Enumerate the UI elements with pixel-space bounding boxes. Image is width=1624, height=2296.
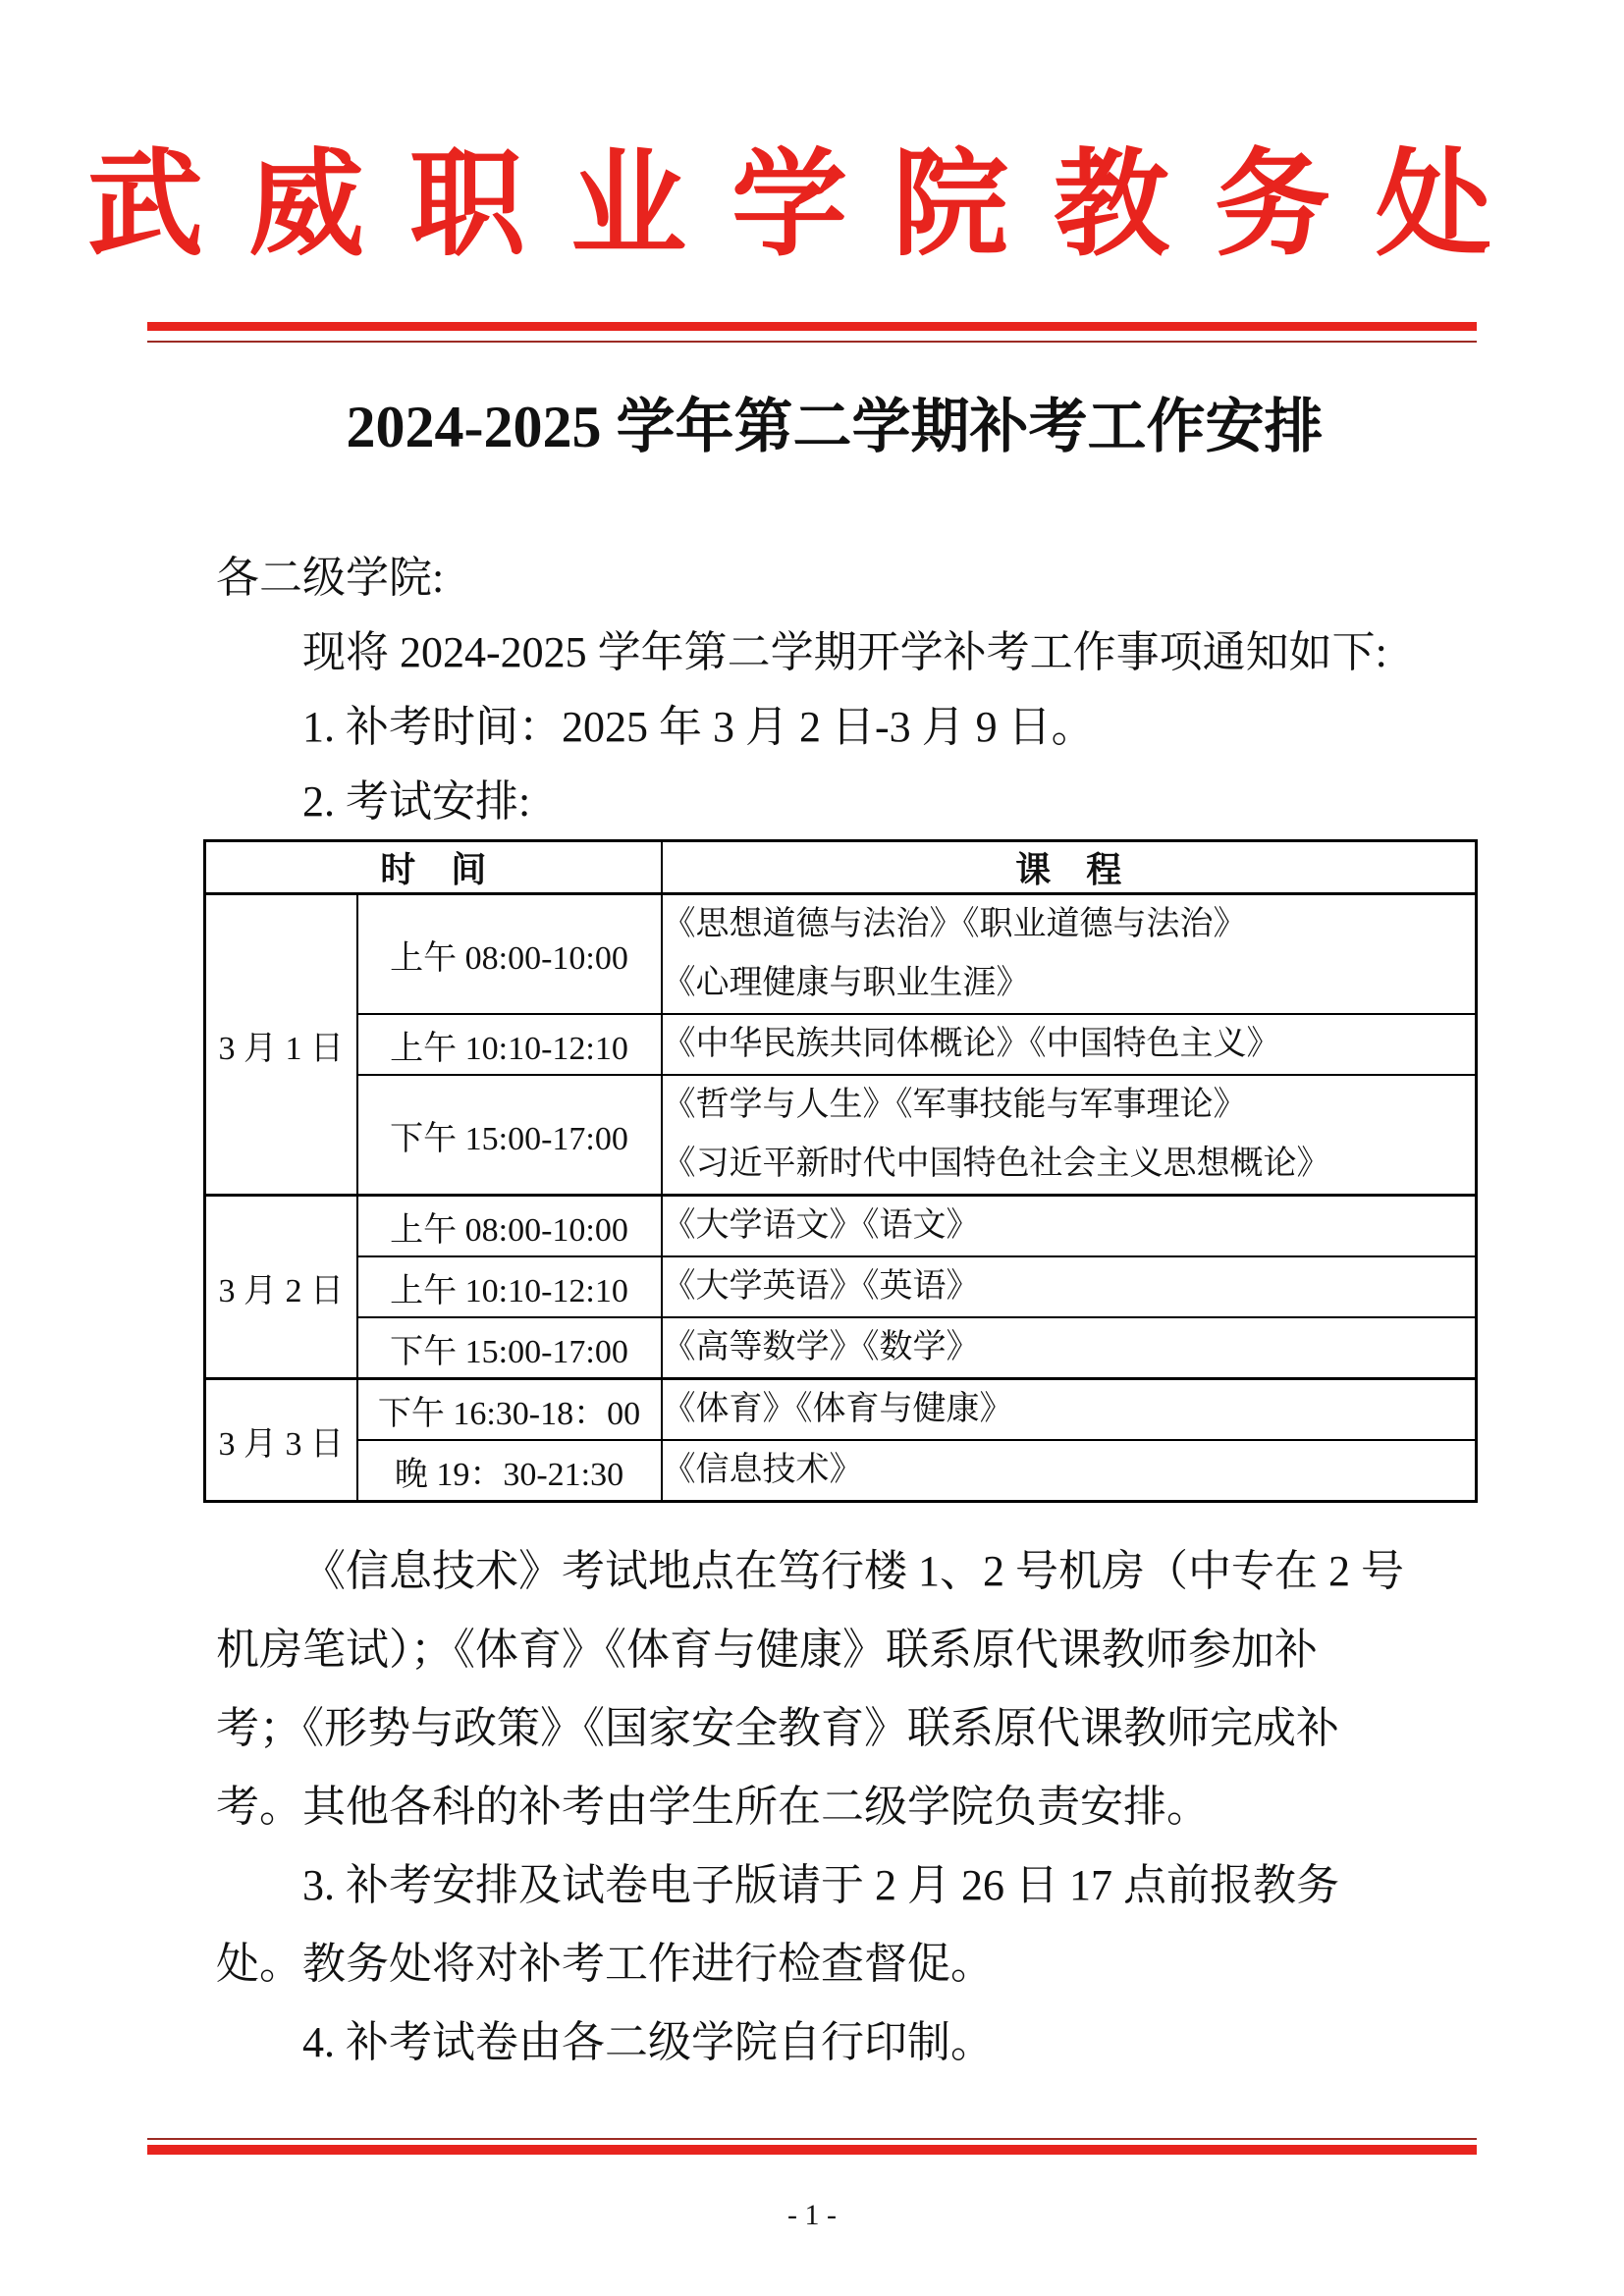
exam-table-body: [205, 894, 1477, 1502]
exam-table-row: [205, 1440, 1477, 1502]
course-line: 《思想道德与法治》《职业道德与法治》: [662, 906, 1247, 942]
document-body: [216, 541, 1453, 2082]
body-line: 考；《形势与政策》《国家安全教育》联系原代课教师完成补: [216, 1704, 1339, 1752]
time-cell: 上午 10:10-12:10: [357, 1014, 662, 1075]
exam-table-row: [205, 1014, 1477, 1075]
salutation: 各二级学院:: [216, 554, 445, 602]
document-title: 2024-2025 学年第二学期补考工作安排: [346, 395, 1324, 459]
time-cell: 上午 08:00-10:00: [357, 894, 662, 1015]
item-1-exam-time: 1. 补考时间：2025 年 3 月 2 日-3 月 9 日。: [302, 703, 1095, 751]
course-line: 《大学语文》《语文》: [662, 1207, 980, 1244]
date-cell: 3 月 1 日: [205, 894, 357, 1196]
exam-table-header-time: 时 间: [205, 841, 662, 894]
letterhead-rules: [147, 322, 1477, 343]
letterhead-rule-thick: [147, 322, 1477, 331]
body-line: 考。其他各科的补考由学生所在二级学院负责安排。: [216, 1783, 1210, 1831]
exam-table-row: [205, 1317, 1477, 1379]
exam-table-header-row: [205, 841, 1477, 894]
letterhead-office-name: 武威职业学院教务处: [86, 141, 1537, 270]
note-paragraph: [216, 2003, 1453, 2082]
course-cell: [662, 1317, 1477, 1379]
course-cell: [662, 1379, 1477, 1441]
item-2-exam-schedule: 2. 考试安排:: [302, 777, 531, 826]
intro-line: 现将 2024-2025 学年第二学期开学补考工作事项通知如下:: [302, 628, 1387, 676]
course-line: 《中华民族共同体概论》《中国特色主义》: [662, 1026, 1280, 1062]
body-line: 4. 补考试卷由各二级学院自行印制。: [302, 2018, 994, 2066]
course-line: 《习近平新时代中国特色社会主义思想概论》: [662, 1146, 1330, 1182]
note-paragraphs: [216, 1532, 1453, 2082]
course-line: 《信息技术》: [662, 1452, 863, 1488]
date-cell: 3 月 3 日: [205, 1379, 357, 1502]
exam-table-header-course: 课 程: [662, 841, 1477, 894]
page-number: - 1 -: [787, 2199, 837, 2231]
time-cell: 下午 16:30-18：00: [357, 1379, 662, 1441]
footer-rule-thick: [147, 2145, 1477, 2155]
body-line: 处。教务处将对补考工作进行检查督促。: [216, 1940, 994, 1988]
course-line: 《大学英语》《英语》: [662, 1268, 980, 1305]
course-line: 《高等数学》《数学》: [662, 1329, 980, 1365]
course-cell: [662, 1440, 1477, 1502]
course-cell: [662, 1196, 1477, 1257]
course-cell: [662, 894, 1477, 1015]
course-line: 《哲学与人生》《军事技能与军事理论》: [662, 1087, 1247, 1123]
exam-schedule-table: [203, 839, 1478, 1503]
course-line: 《体育》《体育与健康》: [662, 1391, 1013, 1427]
time-cell: 上午 08:00-10:00: [357, 1196, 662, 1257]
exam-table-row: [205, 1196, 1477, 1257]
time-cell: 晚 19：30-21:30: [357, 1440, 662, 1502]
note-paragraph: [216, 1846, 1453, 2003]
course-cell: [662, 1014, 1477, 1075]
body-line: 机房笔试）；《体育》《体育与健康》联系原代课教师参加补: [216, 1626, 1318, 1674]
course-line: 《心理健康与职业生涯》: [662, 965, 1030, 1001]
time-cell: 下午 15:00-17:00: [357, 1075, 662, 1196]
exam-table-row: [205, 1256, 1477, 1317]
exam-table-row: [205, 1379, 1477, 1441]
note-paragraph: [216, 1532, 1453, 1846]
body-line: 3. 补考安排及试卷电子版请于 2 月 26 日 17 点前报教务: [302, 1861, 1339, 1909]
date-cell: 3 月 2 日: [205, 1196, 357, 1379]
exam-table-row: [205, 1075, 1477, 1196]
time-cell: 下午 15:00-17:00: [357, 1317, 662, 1379]
course-cell: [662, 1075, 1477, 1196]
time-cell: 上午 10:10-12:10: [357, 1256, 662, 1317]
letterhead-rule-thin: [147, 341, 1477, 343]
footer-rules: [147, 2138, 1477, 2155]
footer-rule-thin: [147, 2138, 1477, 2140]
course-cell: [662, 1256, 1477, 1317]
exam-table-row: [205, 894, 1477, 1015]
body-line: 《信息技术》考试地点在笃行楼 1、2 号机房（中专在 2 号: [302, 1547, 1404, 1595]
